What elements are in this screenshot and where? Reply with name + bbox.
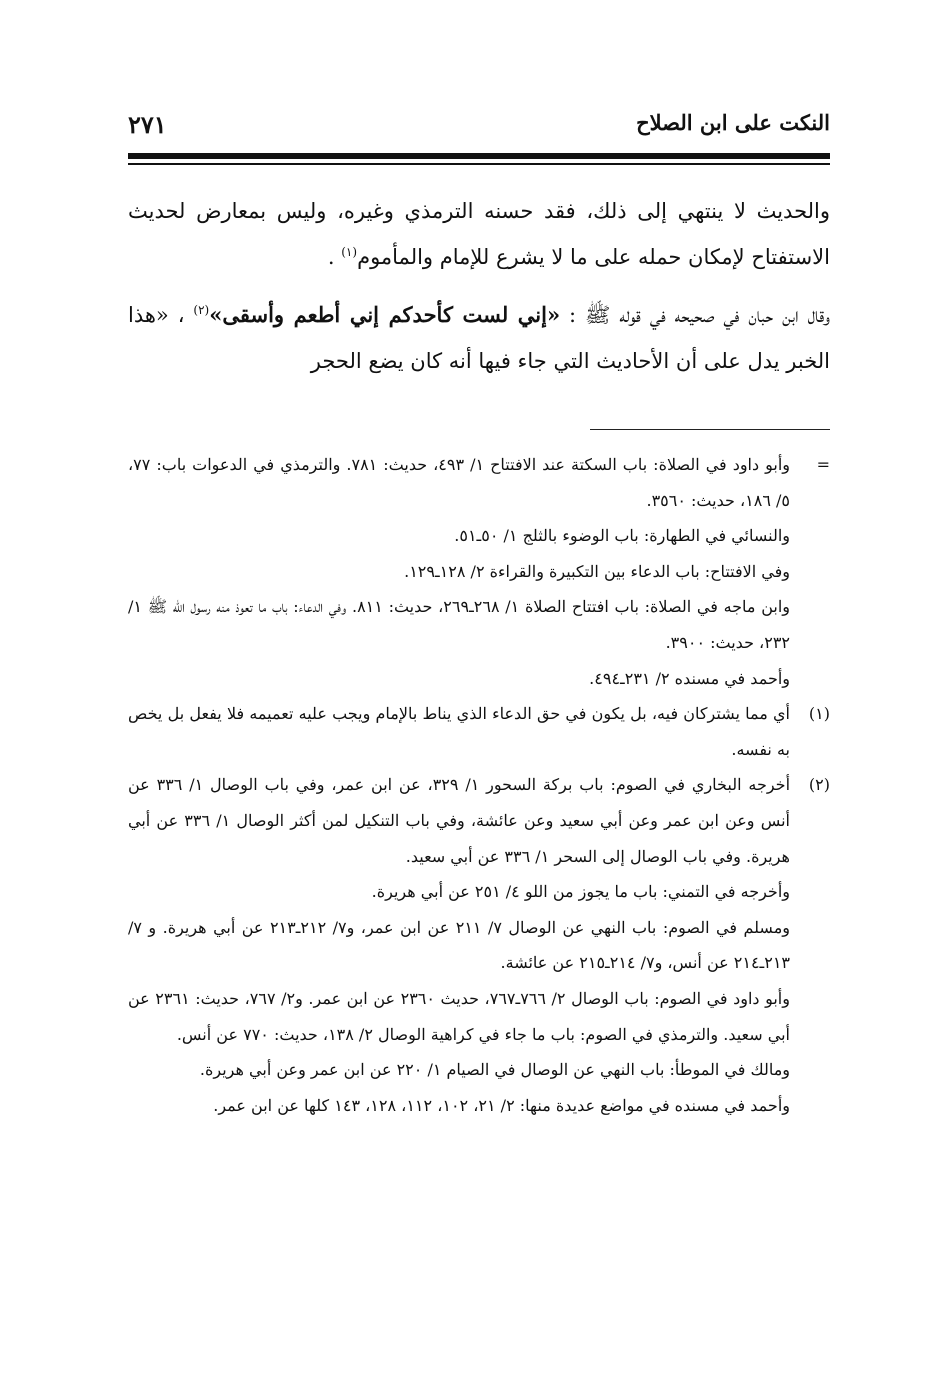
footnote-line: وأحمد في مسنده في مواضع عديدة منها: ٢/ ٢١، ١٠٢، ١١٢، ١٢٨، ١٤٣ كلها عن ابن عمر. bbox=[213, 1095, 790, 1115]
paragraph-1 bbox=[128, 188, 830, 280]
footnote-line: وأحمد في مسنده ٢/ ٢٣١ـ٤٩٤. bbox=[589, 668, 790, 688]
header-rule-thick bbox=[128, 153, 830, 159]
paragraph-1-text: والحديث لا ينتهي إلى ذلك، فقد حسنه الترمذي وغيره، وليس بمعارض لحديث الاستفتاح لإمكان حمله على ما لا يشرع للإمام والمأموم bbox=[128, 199, 830, 269]
footnote-marker: (٢) bbox=[808, 775, 830, 795]
main-text bbox=[128, 188, 830, 384]
running-title: النكت على ابن الصلاح bbox=[636, 110, 830, 135]
header-rule-thin bbox=[128, 163, 830, 165]
footnotes bbox=[128, 447, 830, 1123]
page-header bbox=[128, 108, 830, 148]
footnote-2 bbox=[128, 767, 830, 1123]
footnote-ref-2: (٢) bbox=[193, 303, 210, 317]
paragraph-1-end: . bbox=[327, 245, 342, 269]
footnote-1 bbox=[128, 696, 830, 767]
paragraph-2 bbox=[128, 292, 830, 384]
footnote-line: وابن ماجه في الصلاة: باب افتتاح الصلاة ١/ ٢٦٨ـ٢٦٩، حديث: ٨١١. وفي الدعاء: باب ما تعوذ منه رسول الله ﷺ ١/ ٢٣٢، حديث: ٣٩٠٠. bbox=[128, 597, 791, 652]
hadith-quote: «إني لست كأحدكم إني أطعم وأسقى» bbox=[209, 302, 561, 327]
paragraph-2-start: وقال ابن حبان في صحيحه في قوله ﷺ : bbox=[560, 303, 830, 327]
footnote-line: أي مما يشتركان فيه، بل يكون في حق الدعاء الذي يناط بالإمام ويجب عليه تعميمه فلا يفعل بل يخص به نفسه. bbox=[128, 704, 790, 759]
footnote-ref-1: (١) bbox=[341, 245, 358, 259]
paragraph-2-end: ، «هذا الخبر يدل على أن الأحاديث التي جاء فيها أنه كان يضع الحجر bbox=[128, 303, 830, 373]
footnote-marker: (١) bbox=[808, 704, 830, 724]
page-number: ٢٧١ bbox=[128, 110, 167, 139]
footnote-line: وأخرجه في التمني: باب ما يجوز من اللو ٤/ ٢٥١ عن أبي هريرة. bbox=[371, 882, 790, 902]
footnote-line: وأبو داود في الصوم: باب الوصال ٢/ ٧٦٦ـ٧٦٧، حديث ٢٣٦٠ عن ابن عمر. و٢/ ٧٦٧، حديث: ٢٣٦١ عن أبي سعيد. والترمذي في الصوم: باب ما جاء في كراهية الوصال ٢/ ١٣٨، حديث: ٧٧٠ عن أنس. bbox=[128, 988, 790, 1044]
footnote-continued bbox=[128, 447, 830, 696]
footnote-line: وأبو داود في الصلاة: باب السكتة عند الافتتاح ١/ ٤٩٣، حديث: ٧٨١. والترمذي في الدعوات باب: ٧٧، ٥/ ١٨٦، حديث: ٣٥٦٠. bbox=[128, 455, 791, 510]
footnote-marker: = bbox=[816, 455, 830, 474]
footnote-line: والنسائي في الطهارة: باب الوضوء بالثلج ١/ ٥٠ـ٥١. bbox=[454, 526, 790, 546]
footnote-line: وفي الافتتاح: باب الدعاء بين التكبيرة والقراءة ٢/ ١٢٨ـ١٢٩. bbox=[404, 561, 790, 581]
footnote-line: ومالك في الموطأ: باب النهي عن الوصال في الصيام ١/ ٢٢٠ عن ابن عمر وعن أبي هريرة. bbox=[199, 1060, 790, 1080]
footnote-line: ومسلم في الصوم: باب النهي عن الوصال ٧/ ٢١١ عن ابن عمر، و٧/ ٢١٢ـ٢١٣ عن أبي هريرة. و ٧/ ٢١٣ـ٢١٤ عن أنس، و٧/ ٢١٤ـ٢١٥ عن عائشة. bbox=[128, 917, 790, 973]
footnote-separator bbox=[590, 429, 830, 430]
footnote-line: أخرجه البخاري في الصوم: باب بركة السحور ١/ ٣٢٩، عن ابن عمر، وفي باب الوصال ١/ ٣٣٦ عن أنس وعن ابن عمر وعن أبي سعيد وعن عائشة، وفي باب التنكيل لمن أكثر الوصال ١/ ٣٣٦ عن أبي هريرة. وفي باب الوصال إلى السحر ١/ ٣٣٦ عن أبي سعيد. bbox=[128, 775, 791, 866]
